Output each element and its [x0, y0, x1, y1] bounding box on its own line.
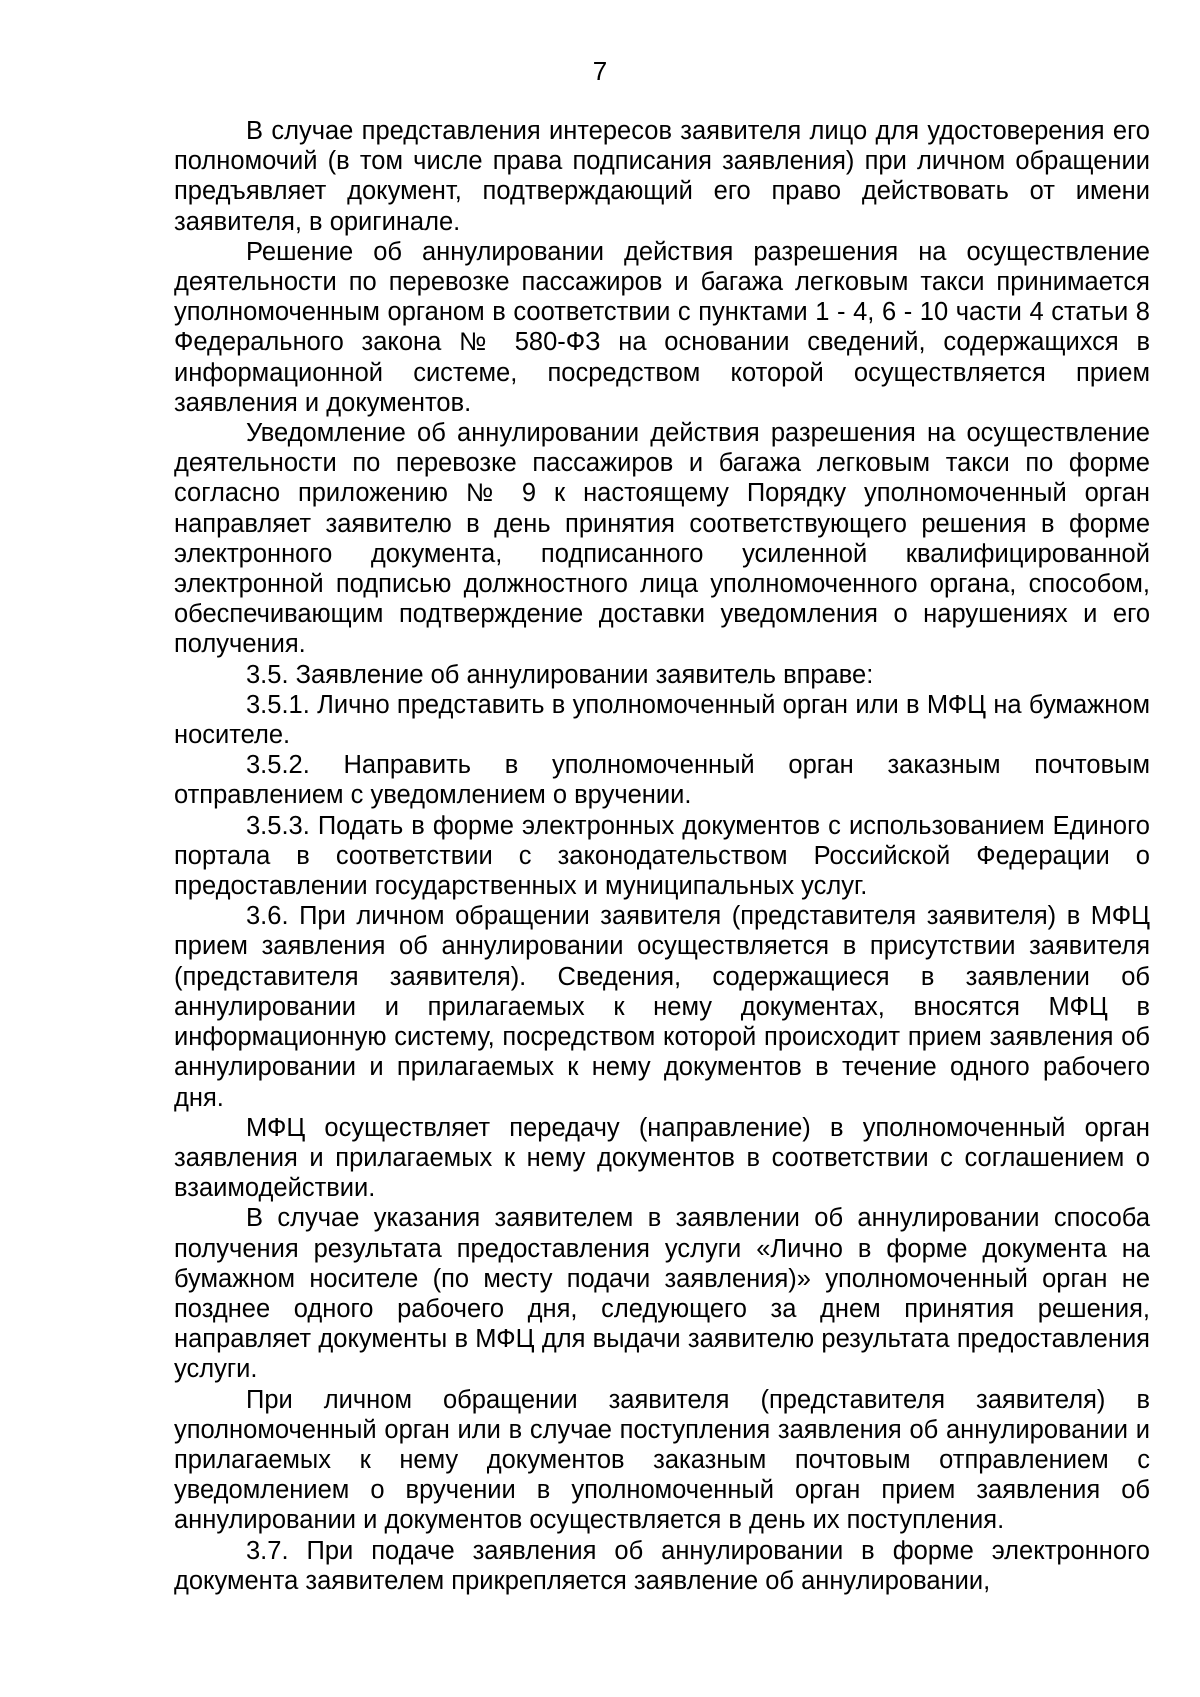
document-body	[174, 116, 1150, 1596]
paragraph-3-6: 3.6. При личном обращении заявителя (представителя заявителя) в МФЦ прием заявления об аннулировании осуществляется в присутствии заявителя (представителя заявителя). Сведения, содержащиеся в заявлении об аннулировании и прилагаемых к нему документах, вносятся МФЦ в информационную систему, посредством которой происходит прием заявления об аннулировании и прилагаемых к нему документов в течение одного рабочего дня.	[174, 902, 1150, 1112]
paragraph-3-7: 3.7. При подаче заявления об аннулировании в форме электронного документа заявителем прикрепляется заявление об аннулировании,	[174, 1536, 1150, 1595]
page-number: 7	[592, 56, 608, 86]
paragraph-3-5-3: 3.5.3. Подать в форме электронных документов с использованием Единого портала в соответствии с законодательством Российской Федерации о предоставлении государственных и муниципальных услуг.	[174, 811, 1150, 901]
paragraph-result-method: В случае указания заявителем в заявлении об аннулировании способа получения результата предоставления услуги «Лично в форме документа на бумажном носителе (по месту подачи заявления)» уполномоченный орган не позднее одного рабочего дня, следующего за днем принятия решения, направляет документы в МФЦ для выдачи заявителю результата предоставления услуги.	[174, 1204, 1150, 1384]
paragraph-mfc-transfer: МФЦ осуществляет передачу (направление) в уполномоченный орган заявления и прилагаемых к нему документов в соответствии с соглашением о взаимодействии.	[174, 1113, 1150, 1203]
paragraph-annulment-decision: Решение об аннулировании действия разрешения на осуществление деятельности по перевозке пассажиров и багажа легковым такси принимается уполномоченным органом в соответствии с пунктами 1 - 4, 6 - 10 части 4 статьи 8 Федерального закона № 580-ФЗ на основании сведений, содержащихся в информационной системе, посредством которой осуществляется прием заявления и документов.	[174, 237, 1150, 417]
paragraph-3-5-2: 3.5.2. Направить в уполномоченный орган заказным почтовым отправлением с уведомлением о вручении.	[174, 751, 1150, 810]
paragraph-personal-appeal: При личном обращении заявителя (представителя заявителя) в уполномоченный орган или в случае поступления заявления об аннулировании и прилагаемых к нему документов заказным почтовым отправлением с уведомлением о вручении в уполномоченный орган прием заявления об аннулировании и документов осуществляется в день их поступления.	[174, 1385, 1150, 1535]
paragraph-3-5: 3.5. Заявление об аннулировании заявитель вправе:	[246, 660, 874, 689]
paragraph-annulment-notice: Уведомление об аннулировании действия разрешения на осуществление деятельности по перевозке пассажиров и багажа легковым такси по форме согласно приложению № 9 к настоящему Порядку уполномоченный орган направляет заявителю в день принятия соответствующего решения в форме электронного документа, подписанного усиленной квалифицированной электронной подписью должностного лица уполномоченного органа, способом, обеспечивающим подтверждение доставки уведомления о нарушениях и его получения.	[174, 419, 1150, 659]
paragraph-representative-authority: В случае представления интересов заявителя лицо для удостоверения его полномочий (в том числе права подписания заявления) при личном обращении предъявляет документ, подтверждающий его право действовать от имени заявителя, в оригинале.	[174, 117, 1150, 236]
paragraph-3-5-1: 3.5.1. Лично представить в уполномоченный орган или в МФЦ на бумажном носителе.	[174, 690, 1150, 750]
